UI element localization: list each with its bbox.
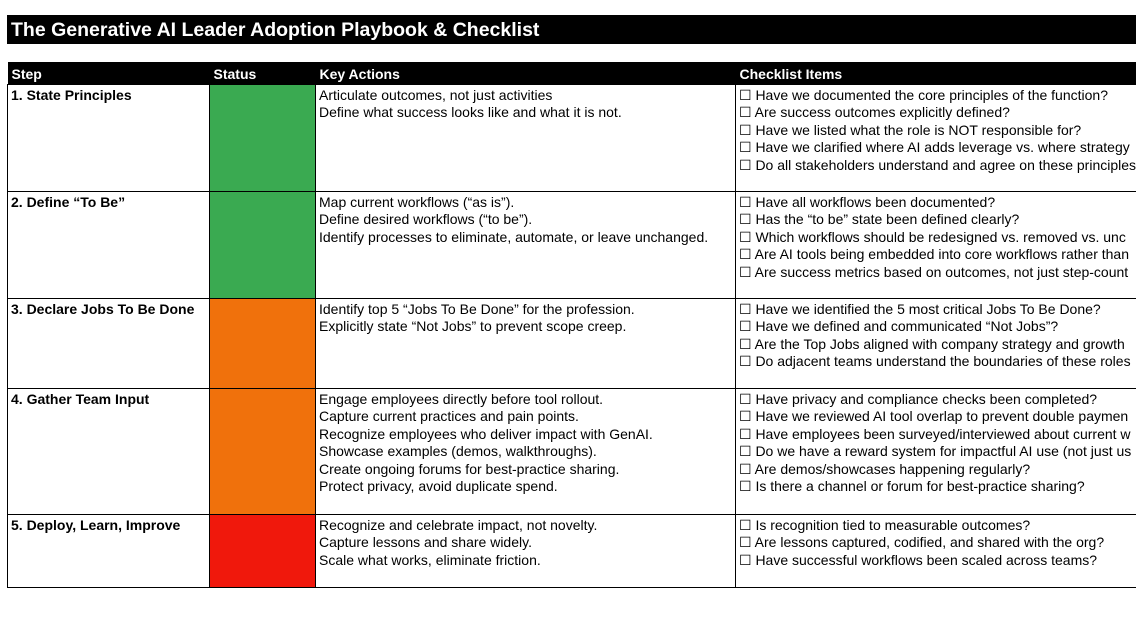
status-cell[interactable]	[210, 298, 316, 388]
key-actions-cell[interactable]	[316, 388, 736, 514]
checklist-item: ☐ Have we listed what the role is NOT responsible for?	[739, 121, 1082, 138]
status-cell[interactable]	[210, 84, 316, 191]
checklist-item: ☐ Have successful workflows been scaled across teams?	[739, 551, 1098, 568]
key-action-line: Define desired workflows (“to be”).	[319, 211, 533, 227]
checklist-cell[interactable]	[736, 514, 1136, 587]
key-action-line: Create ongoing forums for best-practice sharing.	[319, 460, 620, 477]
checklist-item: ☐ Are success outcomes explicitly defined?	[739, 104, 1010, 120]
key-action-line: Capture lessons and share widely.	[319, 534, 532, 550]
checklist-item: ☐ Have we documented the core principles of the function?	[739, 86, 1108, 103]
step-cell[interactable]: 2. Define “To Be”	[8, 191, 210, 298]
key-action-line: Explicitly state “Not Jobs” to prevent scope creep.	[319, 318, 627, 334]
table-row	[8, 298, 1136, 388]
checklist-item: ☐ Which workflows should be redesigned vs. removed vs. unc	[739, 228, 1126, 245]
key-action-line: Define what success looks like and what it is not.	[319, 104, 622, 120]
step-cell[interactable]: 1. State Principles	[8, 84, 210, 191]
status-cell[interactable]	[210, 514, 316, 587]
checklist-item: ☐ Are lessons captured, codified, and shared with the org?	[739, 534, 1105, 550]
checklist-item: ☐ Have all workflows been documented?	[739, 193, 996, 210]
key-action-line: Recognize and celebrate impact, not novelty.	[319, 516, 598, 533]
key-action-line: Articulate outcomes, not just activities	[319, 86, 553, 103]
key-action-line: Recognize employees who deliver impact with GenAI.	[319, 425, 653, 442]
header-step[interactable]: Step	[8, 62, 210, 84]
checklist-cell[interactable]	[736, 298, 1136, 388]
checklist-item: ☐ Have we reviewed AI tool overlap to prevent double paymen	[739, 408, 1129, 424]
checklist-item: ☐ Have privacy and compliance checks been completed?	[739, 390, 1098, 407]
checklist-cell[interactable]	[736, 191, 1136, 298]
checklist-cell[interactable]	[736, 84, 1136, 191]
checklist-cell[interactable]	[736, 388, 1136, 514]
header-key-actions[interactable]: Key Actions	[316, 62, 736, 84]
checklist-item: ☐ Have employees been surveyed/interviewed about current w	[739, 425, 1131, 442]
table-row	[8, 514, 1136, 587]
page-title: The Generative AI Leader Adoption Playbook & Checklist	[7, 15, 1136, 44]
step-cell[interactable]: 5. Deploy, Learn, Improve	[8, 514, 210, 587]
checklist-item: ☐ Do we have a reward system for impactful AI use (not just us	[739, 443, 1132, 459]
checklist-item: ☐ Have we identified the 5 most critical Jobs To Be Done?	[739, 300, 1101, 317]
step-cell[interactable]: 4. Gather Team Input	[8, 388, 210, 514]
checklist-item: ☐ Are demos/showcases happening regularly?	[739, 460, 1031, 477]
key-action-line: Engage employees directly before tool rollout.	[319, 390, 604, 407]
checklist-item: ☐ Is there a channel or forum for best-practice sharing?	[739, 478, 1085, 494]
checklist-item: ☐ Have we defined and communicated “Not Jobs”?	[739, 318, 1059, 334]
checklist-item: ☐ Are the Top Jobs aligned with company strategy and growth	[739, 335, 1125, 352]
step-cell[interactable]: 3. Declare Jobs To Be Done	[8, 298, 210, 388]
checklist-item: ☐ Do all stakeholders understand and agree on these principles	[739, 156, 1136, 173]
checklist-item: ☐ Are AI tools being embedded into core workflows rather than	[739, 246, 1129, 262]
key-actions-cell[interactable]	[316, 191, 736, 298]
table-row	[8, 84, 1136, 191]
key-actions-cell[interactable]	[316, 298, 736, 388]
checklist-item: ☐ Has the “to be” state been defined clearly?	[739, 211, 1020, 227]
header-row	[8, 62, 1136, 84]
header-checklist-items[interactable]: Checklist Items	[736, 62, 1136, 84]
key-action-line: Identify top 5 “Jobs To Be Done” for the profession.	[319, 300, 635, 317]
status-cell[interactable]	[210, 388, 316, 514]
key-action-line: Identify processes to eliminate, automate, or leave unchanged.	[319, 228, 709, 245]
checklist-item: ☐ Is recognition tied to measurable outcomes?	[739, 516, 1031, 533]
checklist-item: ☐ Are success metrics based on outcomes, not just step-count	[739, 263, 1129, 280]
key-action-line: Capture current practices and pain points.	[319, 408, 579, 424]
table-row	[8, 388, 1136, 514]
key-action-line: Showcase examples (demos, walkthroughs).	[319, 443, 597, 459]
status-cell[interactable]	[210, 191, 316, 298]
playbook-table	[7, 62, 1136, 588]
checklist-item: ☐ Do adjacent teams understand the boundaries of these roles	[739, 353, 1131, 369]
key-action-line: Scale what works, eliminate friction.	[319, 551, 541, 568]
key-actions-cell[interactable]	[316, 84, 736, 191]
checklist-item: ☐ Have we clarified where AI adds leverage vs. where strategy	[739, 139, 1130, 155]
key-action-line: Map current workflows (“as is”).	[319, 193, 515, 210]
key-action-line: Protect privacy, avoid duplicate spend.	[319, 478, 558, 494]
key-actions-cell[interactable]	[316, 514, 736, 587]
header-status[interactable]: Status	[210, 62, 316, 84]
table-row	[8, 191, 1136, 298]
